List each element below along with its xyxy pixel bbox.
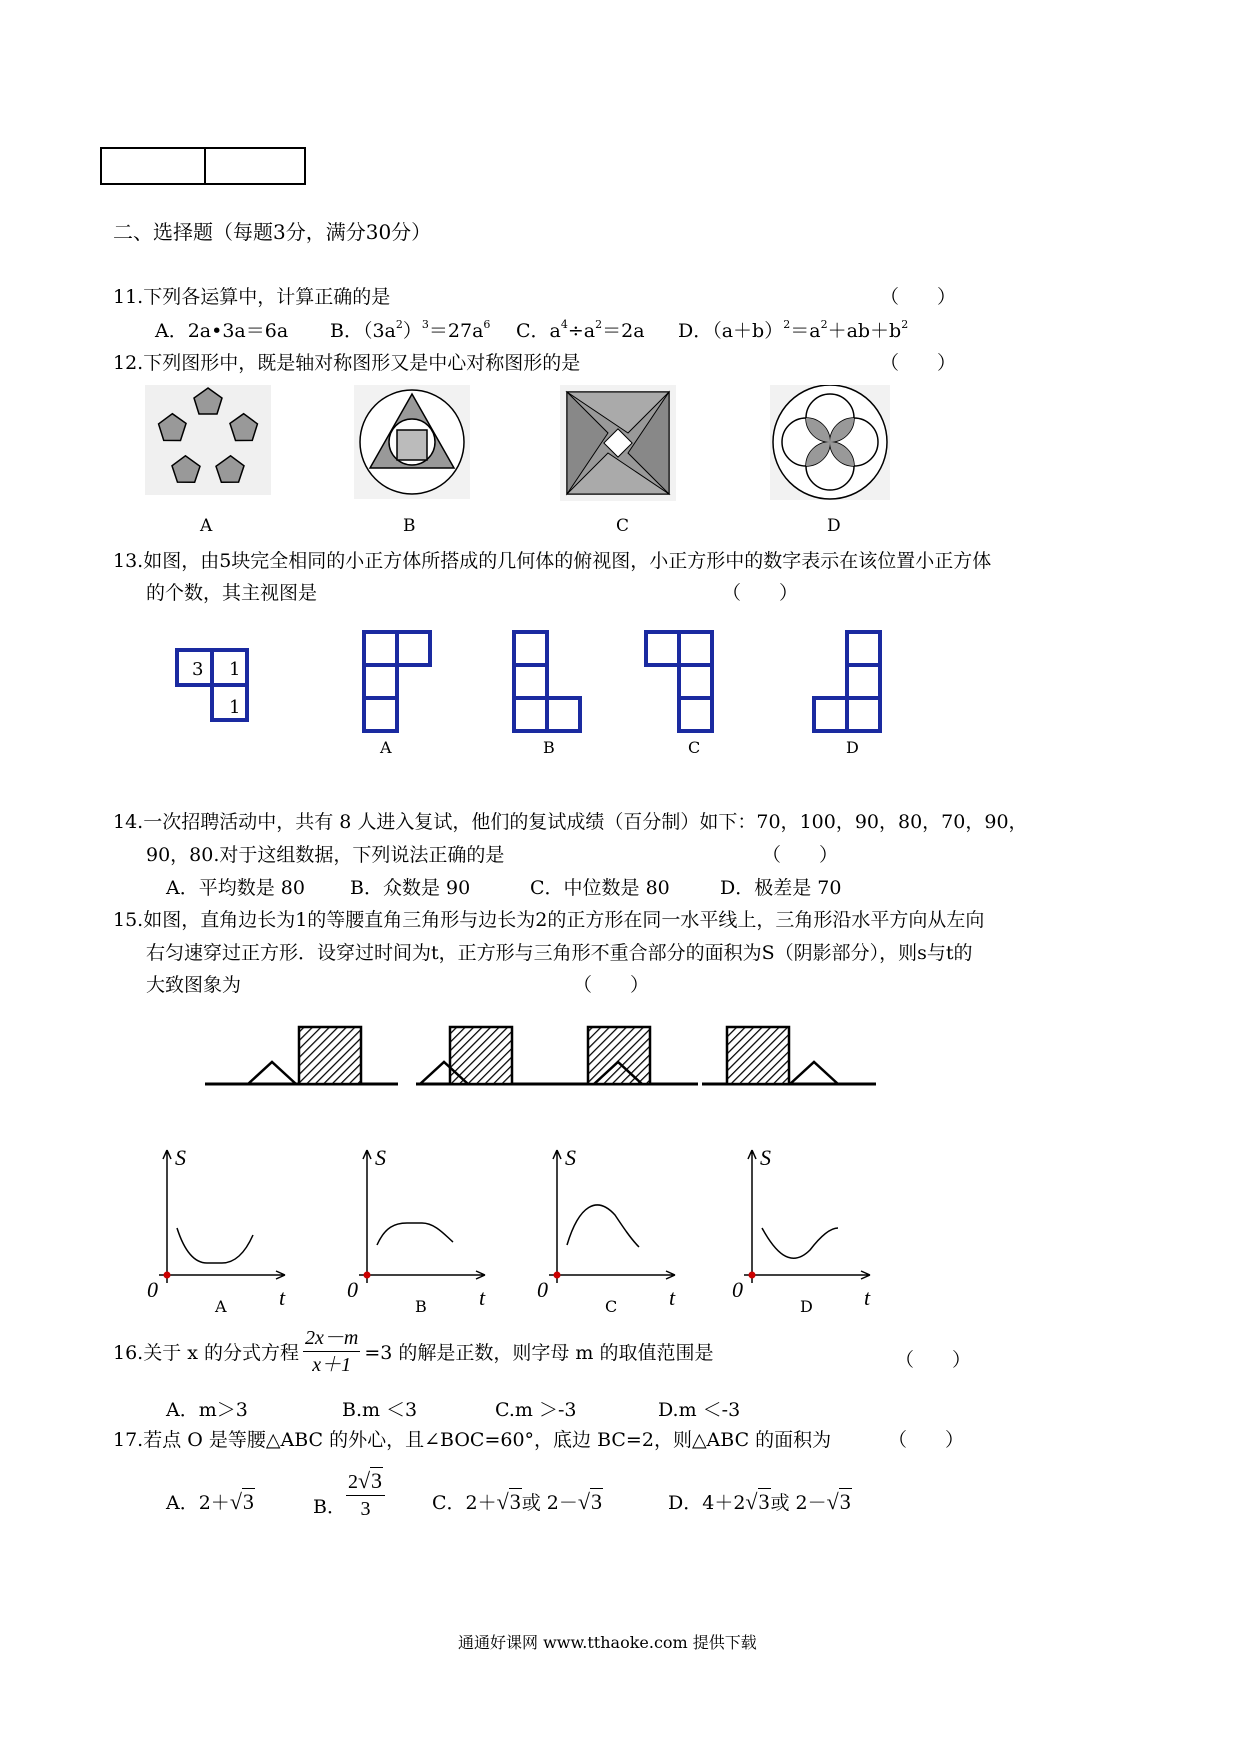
graph-x-label: t: [669, 1285, 676, 1310]
graph-x-label: t: [479, 1285, 486, 1310]
q12-label-d: D: [827, 516, 841, 536]
q15-label-b: B: [415, 1297, 427, 1316]
q13-stem-line1: 13.如图，由5块完全相同的小正方体所搭成的几何体的俯视图，小正方形中的数字表示在该位置小正方体: [113, 550, 992, 572]
score-box-divider: [204, 149, 206, 183]
score-box: [100, 147, 306, 185]
q12-figure-c-pinwheel-square: [560, 385, 676, 501]
q15-motion-diagram: [200, 1020, 900, 1090]
graph-origin-dot: [749, 1272, 756, 1279]
q13-grid-number-3: 1: [229, 697, 241, 718]
q13-option-b-view: [514, 632, 580, 731]
q12-answer-paren: （ ）: [880, 352, 957, 374]
section-title: 二、选择题（每题3分，满分30分）: [113, 220, 432, 244]
q16-option-c: C.m ＞-3: [495, 1399, 577, 1421]
graph-curve: [567, 1205, 639, 1247]
graph-y-label: S: [760, 1145, 771, 1170]
graph-origin-dot: [554, 1272, 561, 1279]
q15-stem-line1: 15.如图，直角边长为1的等腰直角三角形与边长为2的正方形在同一水平线上，三角形沿水平方向从左向: [113, 909, 985, 931]
q12-figures: [140, 385, 920, 505]
graph-curve: [177, 1228, 253, 1263]
q12-figure-d-circle-flower: [770, 385, 890, 500]
q12-label-c: C: [616, 516, 630, 536]
page-footer: 通通好课网 www.tthaoke.com 提供下载: [458, 1633, 757, 1652]
q13-label-c: C: [688, 738, 701, 757]
q11-option-d: D．$(a+b)^2=a^2+ab+b^2$: [678, 318, 909, 342]
q14-option-b: B．众数是 90: [350, 877, 471, 899]
q15-stem-line3: 大致图象为: [146, 974, 242, 996]
q15-label-d: D: [800, 1297, 813, 1316]
q11-option-a: A．2a•3a＝6a: [155, 320, 289, 342]
graph-origin-label: 0: [147, 1277, 158, 1302]
q13-label-a: A: [380, 738, 392, 757]
graph-origin-dot: [164, 1272, 171, 1279]
q16-option-d: D.m ＜-3: [658, 1399, 741, 1421]
graph-origin-label: 0: [347, 1277, 358, 1302]
q14-answer-paren: （ ）: [762, 844, 839, 866]
q16-answer-paren: （ ）: [895, 1349, 972, 1371]
q14-option-d: D．极差是 70: [720, 877, 842, 899]
q13-stem-line2: 的个数，其主视图是: [146, 582, 318, 604]
graph-origin-label: 0: [537, 1277, 548, 1302]
q14-option-c: C．中位数是 80: [530, 877, 670, 899]
q12-stem: 12.下列图形中，既是轴对称图形又是中心对称图形的是: [113, 352, 581, 374]
q17-option-c: C．2＋√3或 2－√3: [432, 1489, 602, 1514]
q15-label-c: C: [605, 1297, 618, 1316]
q15-stem-line2: 右匀速穿过正方形．设穿过时间为t，正方形与三角形不重合部分的面积为S（阴影部分），则s与t的: [146, 942, 973, 964]
graph-y-label: S: [565, 1145, 576, 1170]
q11-option-c: C．$a^4\div a^2=2a$: [516, 318, 645, 342]
graph-curve: [377, 1223, 453, 1245]
graph-x-label: t: [279, 1285, 286, 1310]
q13-answer-paren: （ ）: [722, 582, 799, 604]
q13-option-a-view: [364, 632, 430, 731]
graph-y-label: S: [175, 1145, 186, 1170]
q17-stem: 17.若点 O 是等腰△ABC 的外心，且∠BOC=60°，底边 BC=2，则△ABC 的面积为: [113, 1429, 832, 1451]
graph-y-label: S: [375, 1145, 386, 1170]
q13-grid-number-1: 3: [192, 659, 204, 680]
q12-label-b: B: [403, 516, 416, 536]
q12-label-a: A: [200, 516, 213, 536]
graph-curve: [762, 1228, 838, 1258]
q13-label-d: D: [846, 738, 859, 757]
q14-option-a: A．平均数是 80: [166, 877, 305, 899]
q13-option-d-view: [814, 632, 880, 731]
q14-stem-line2: 90，80.对于这组数据，下列说法正确的是: [146, 844, 505, 866]
q12-figure-a-pentagons: [145, 385, 271, 495]
q11-option-b: B．$(3a^2)^3=27a^6$: [330, 318, 491, 342]
q13-figures: [170, 620, 910, 738]
q15-graph-options: [140, 1140, 960, 1310]
q17-option-d: D．4＋2√3或 2－√3: [668, 1489, 851, 1514]
q15-answer-paren: （ ）: [573, 974, 650, 996]
graph-x-label: t: [864, 1285, 871, 1310]
q12-figure-b-circle-triangle: [354, 385, 470, 499]
q15-label-a: A: [215, 1297, 227, 1316]
q13-label-b: B: [543, 738, 555, 757]
q13-option-c-view: [646, 632, 712, 731]
q16-stem: 16.关于 x 的分式方程 $\frac{2x-m}{x+1}$ =3 的解是正数，则字母 m 的取值范围是: [113, 1327, 714, 1376]
graph-origin-dot: [364, 1272, 371, 1279]
q16-option-a: A．m＞3: [166, 1399, 248, 1421]
q17-option-a: A．2＋√3: [166, 1489, 254, 1514]
q14-stem-line1: 14.一次招聘活动中，共有 8 人进入复试，他们的复试成绩（百分制）如下：70，100，90，80，70，90，: [113, 811, 1028, 833]
q11-answer-paren: （ ）: [880, 286, 957, 308]
graph-origin-label: 0: [732, 1277, 743, 1302]
q13-grid-number-2: 1: [229, 659, 241, 680]
q16-option-b: B.m ＜3: [342, 1399, 418, 1421]
q17-answer-paren: （ ）: [888, 1429, 965, 1451]
q16-fraction: $\frac{2x-m}{x+1}$: [305, 1327, 359, 1376]
q17-option-b: B． $\frac{2√3}{3}$: [313, 1468, 385, 1522]
q11-stem: 11.下列各运算中，计算正确的是: [113, 286, 391, 308]
